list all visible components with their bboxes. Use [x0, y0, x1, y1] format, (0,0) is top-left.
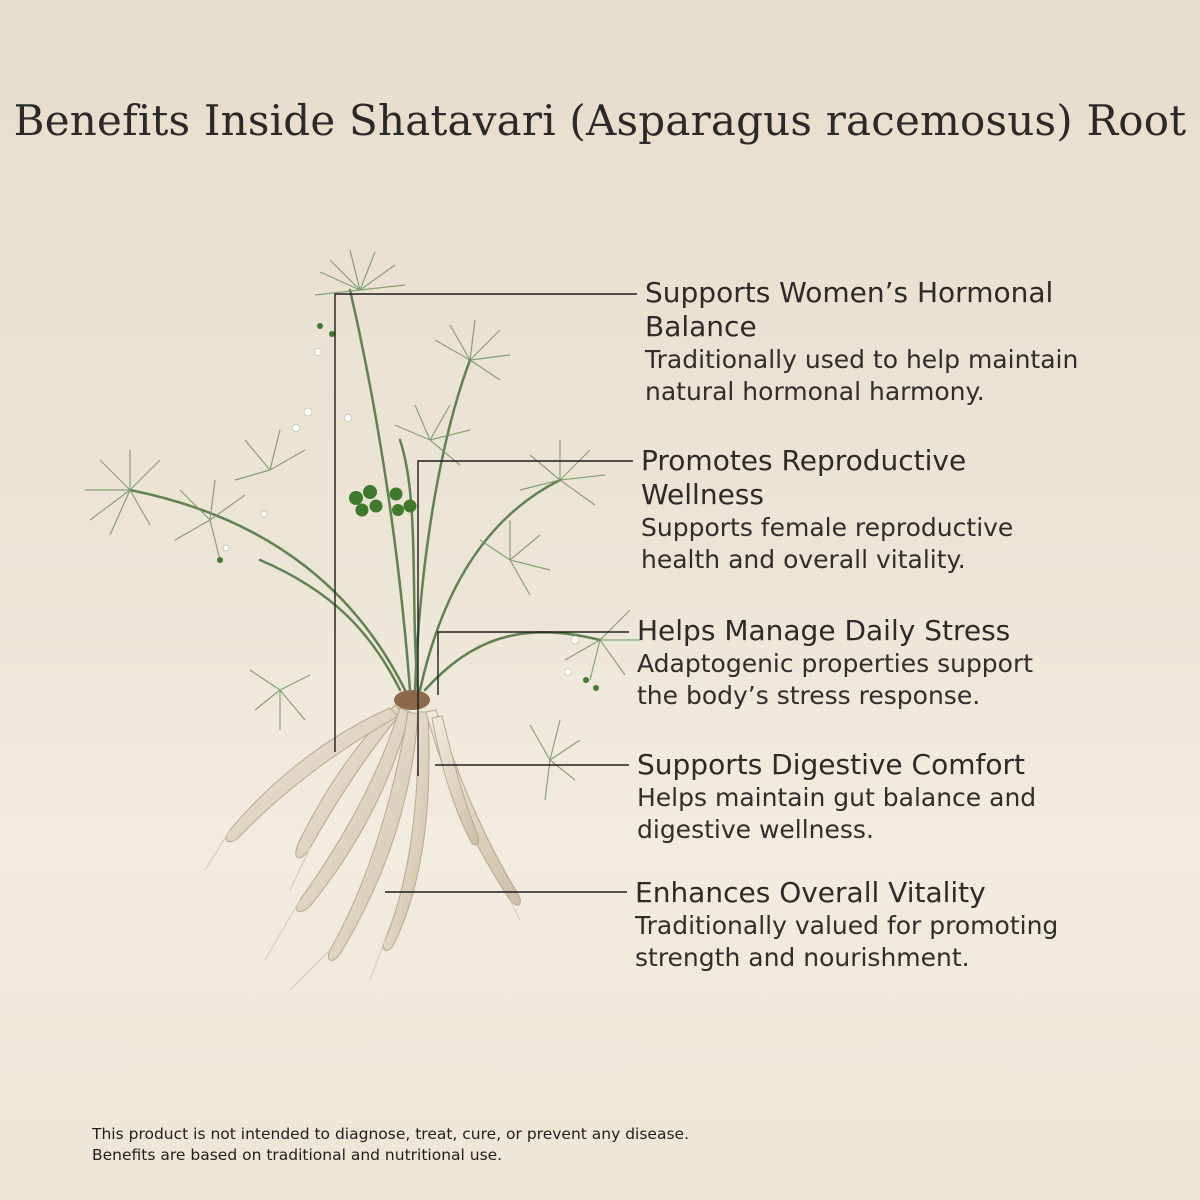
benefit-description: Traditionally valued for promoting strength and nourishment.	[635, 911, 1059, 972]
benefit-daily-stress	[637, 614, 1077, 712]
page-title: Benefits Inside Shatavari (Asparagus racemosus) Root	[13, 96, 1187, 145]
benefit-digestive-comfort	[637, 748, 1107, 846]
foliage	[85, 250, 640, 800]
benefit-reproductive-wellness	[641, 444, 1061, 576]
benefit-title: Supports Women’s Hormonal Balance	[645, 276, 1054, 343]
disclaimer-line: Benefits are based on traditional and nutritional use.	[92, 1146, 503, 1164]
benefit-title: Helps Manage Daily Stress	[637, 614, 1011, 647]
benefit-title: Supports Digestive Comfort	[637, 748, 1025, 781]
tuberous-roots	[226, 705, 520, 960]
benefit-description: Traditionally used to help maintain natural hormonal harmony.	[645, 345, 1079, 406]
leader-lines	[335, 294, 637, 892]
root-crown	[394, 690, 430, 710]
disclaimer	[92, 1124, 689, 1166]
benefit-title: Enhances Overall Vitality	[635, 876, 986, 909]
benefit-description: Supports female reproductive health and overall vitality.	[641, 513, 1014, 574]
berries	[217, 323, 599, 691]
benefit-title: Promotes Reproductive Wellness	[641, 444, 967, 511]
benefit-overall-vitality	[635, 876, 1105, 974]
disclaimer-line: This product is not intended to diagnose, treat, cure, or prevent any disease.	[92, 1125, 689, 1143]
benefit-description: Adaptogenic properties support the body’s stress response.	[637, 649, 1034, 710]
benefit-hormonal-balance	[645, 276, 1115, 408]
benefit-description: Helps maintain gut balance and digestive wellness.	[637, 783, 1037, 844]
